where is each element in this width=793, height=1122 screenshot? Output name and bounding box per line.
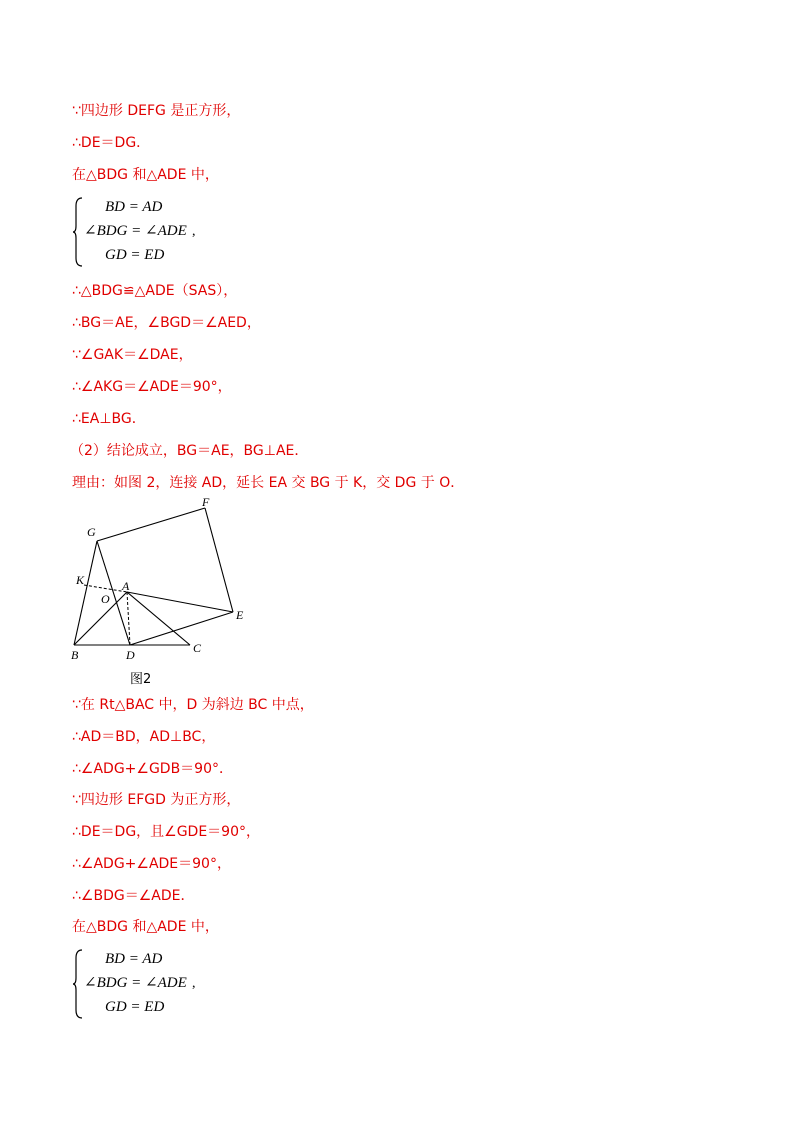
text-line: 理由：如图 2，连接 AD，延长 EA 交 BG 于 K，交 DG 于 O． xyxy=(72,475,465,491)
text-line: （2）结论成立，BG＝AE，BG⊥AE． xyxy=(70,443,309,459)
equation-system xyxy=(72,196,272,268)
equation-comma: , xyxy=(192,224,196,239)
text-line: ∴AD＝BD，AD⊥BC， xyxy=(72,729,216,745)
text-line: ∴∠ADG+∠ADE＝90°， xyxy=(72,856,231,872)
equation-row: ∠BDG = ∠ADE xyxy=(84,223,187,239)
text-line: ∴∠BDG＝∠ADE． xyxy=(72,888,195,904)
text-line: ∵四边形 EFGD 为正方形， xyxy=(72,792,241,808)
text-line: ∴△BDG≌△ADE（SAS）， xyxy=(72,283,238,299)
text-line: ∵四边形 DEFG 是正方形， xyxy=(72,103,241,119)
figure-caption: 图2 xyxy=(130,672,152,687)
point-label: K xyxy=(76,573,85,587)
text-line: ∴BG＝AE，∠BGD＝∠AED， xyxy=(72,315,261,331)
point-label: E xyxy=(236,608,244,622)
equation-row: GD = ED xyxy=(105,999,165,1015)
equation-row: GD = ED xyxy=(105,247,165,263)
text-line: ∴DE＝DG． xyxy=(72,135,151,151)
point-label: C xyxy=(193,641,202,655)
text-line: ∴EA⊥BG． xyxy=(72,411,146,427)
equation-comma: , xyxy=(192,976,196,991)
equation-row: ∠BDG = ∠ADE xyxy=(84,975,187,991)
text-line: 在△BDG 和△ADE 中， xyxy=(72,919,219,935)
point-label: O xyxy=(101,592,110,606)
text-line: ∵在 Rt△BAC 中，D 为斜边 BC 中点， xyxy=(72,697,314,713)
text-line: 在△BDG 和△ADE 中， xyxy=(72,167,219,183)
point-label: B xyxy=(71,648,79,662)
equation-row: BD = AD xyxy=(105,951,163,967)
equation-row: BD = AD xyxy=(105,199,163,215)
point-label: G xyxy=(87,525,96,539)
equation-system xyxy=(72,948,272,1020)
point-label: D xyxy=(126,648,135,662)
text-line: ∴∠AKG＝∠ADE＝90°， xyxy=(72,379,232,395)
point-label: A xyxy=(122,579,130,593)
point-label: F xyxy=(202,496,210,509)
text-line: ∵∠GAK＝∠DAE， xyxy=(72,347,193,363)
text-line: ∴DE＝DG，且∠GDE＝90°， xyxy=(72,824,261,840)
geometry-figure xyxy=(60,496,260,666)
text-line: ∴∠ADG+∠GDB＝90°． xyxy=(72,761,233,777)
